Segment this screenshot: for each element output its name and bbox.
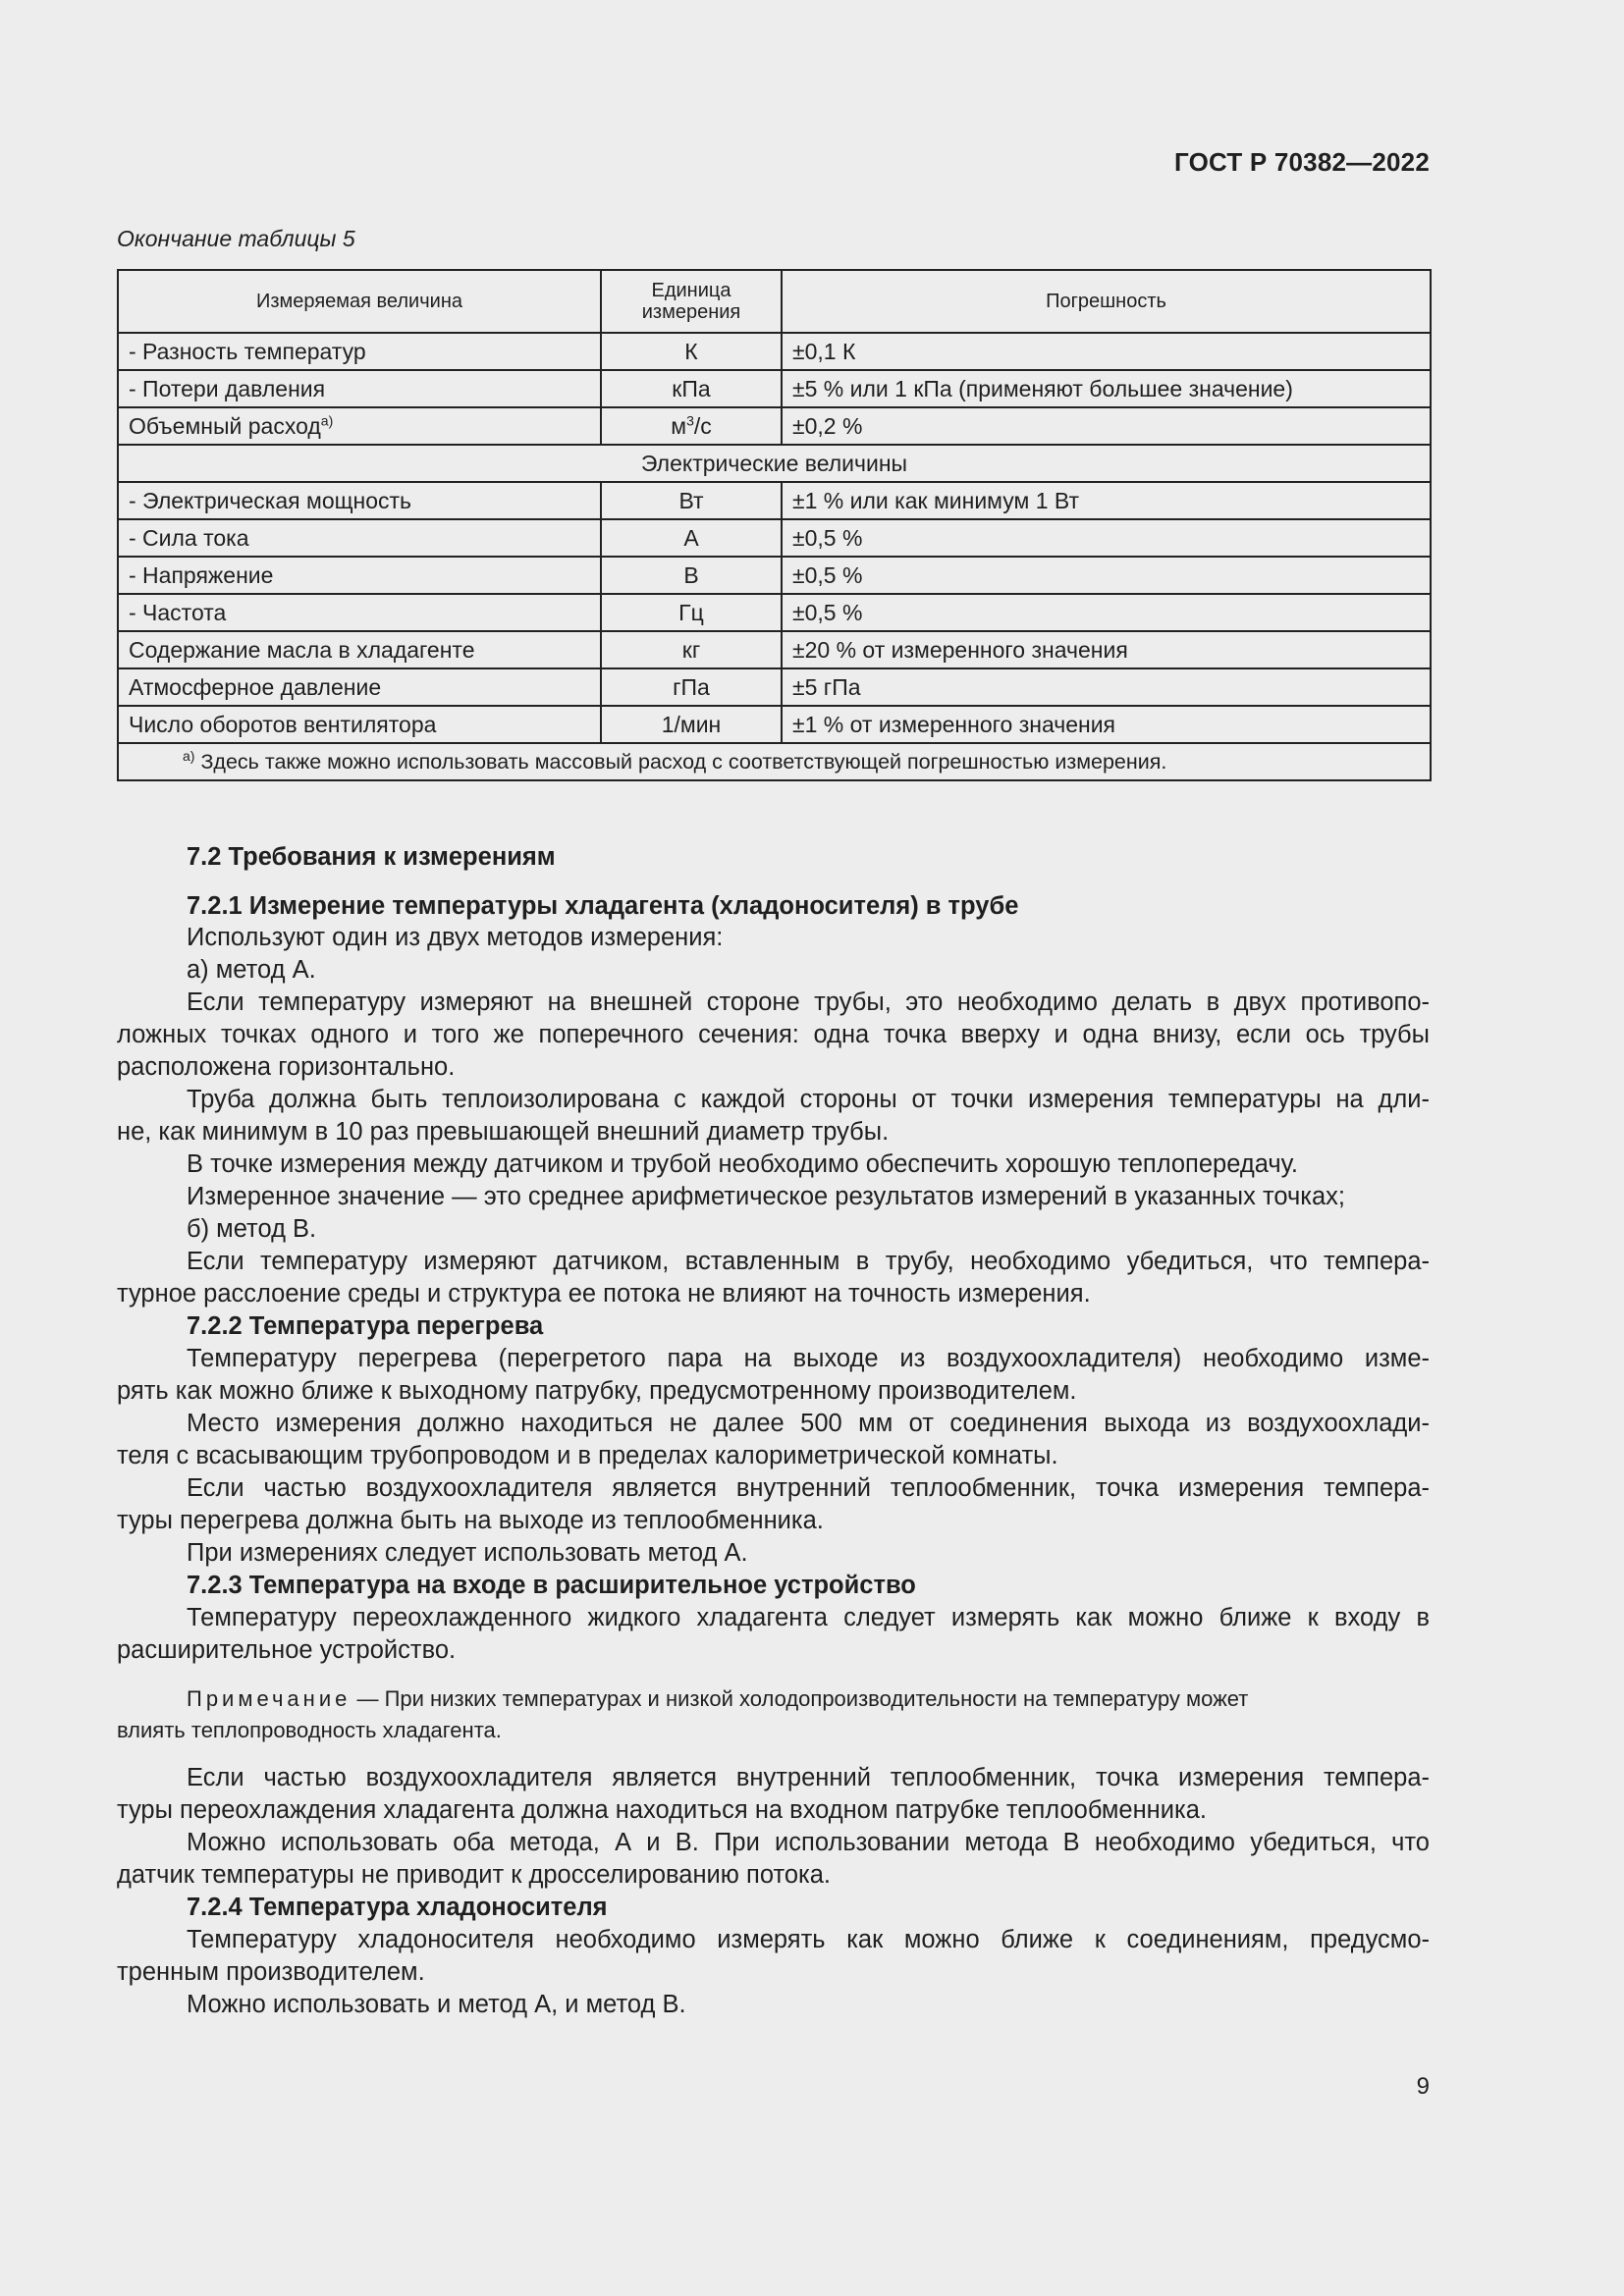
unit-cell: 1/мин xyxy=(601,706,782,743)
table-header-row xyxy=(118,270,1431,333)
quantity-cell: Число оборотов вентилятора xyxy=(118,706,601,743)
list-item: а) метод А. xyxy=(187,956,316,984)
quantity-cell: Атмосферное давление xyxy=(118,668,601,706)
page-number: 9 xyxy=(1416,2073,1430,2100)
paragraph-line: расширительное устройство. xyxy=(117,1636,457,1664)
unit-cell: К xyxy=(601,333,782,370)
paragraph-line: не, как минимум в 10 раз превышающей внешний диаметр трубы. xyxy=(117,1118,890,1146)
quantity-cell: - Электрическая мощность xyxy=(118,482,601,519)
accuracy-cell: ±5 гПа xyxy=(782,668,1431,706)
unit-cell: А xyxy=(601,519,782,557)
table-row xyxy=(118,482,1431,519)
quantity-cell: - Сила тока xyxy=(118,519,601,557)
paragraph: Используют один из двух методов измерения: xyxy=(187,924,724,951)
subsection-heading: 7.2.2 Температура перегрева xyxy=(187,1312,544,1340)
table-row xyxy=(118,519,1431,557)
paragraph: В точке измерения между датчиком и трубой необходимо обеспечить хорошую теплопередачу. xyxy=(187,1150,1298,1178)
subsection-heading: 7.2.3 Температура на входе в расширительное устройство xyxy=(187,1572,916,1599)
paragraph-line: ложных точках одного и того же поперечного сечения: одна точка вверху и одна внизу, если ось трубы xyxy=(117,1021,1430,1048)
quantity-cell: - Потери давления xyxy=(118,370,601,407)
table-row xyxy=(118,668,1431,706)
table-row xyxy=(118,631,1431,668)
table-row xyxy=(118,407,1431,445)
quantity-cell: - Частота xyxy=(118,594,601,631)
accuracy-cell: ±0,5 % xyxy=(782,519,1431,557)
paragraph-line: турное расслоение среды и структура ее потока не влияют на точность измерения. xyxy=(117,1280,1091,1308)
unit-cell: В xyxy=(601,557,782,594)
unit-cell: гПа xyxy=(601,668,782,706)
table-caption: Окончание таблицы 5 xyxy=(117,226,355,251)
paragraph-line: Место измерения должно находиться не далее 500 мм от соединения выхода из воздухоохлади- xyxy=(187,1410,1430,1437)
note-line: Примечание — При низких температурах и низкой холодопроизводительности на температуру может xyxy=(187,1686,1249,1711)
table-row xyxy=(118,594,1431,631)
table-section-row xyxy=(118,445,1431,482)
paragraph-line: Труба должна быть теплоизолирована с каждой стороны от точки измерения температуры на дли- xyxy=(187,1086,1430,1113)
quantity-cell: Объемный расход$^{a)}$ xyxy=(118,407,601,445)
unit-cell: кПа xyxy=(601,370,782,407)
subsection-heading: 7.2.1 Измерение температуры хладагента (хладоносителя) в трубе xyxy=(187,892,1019,920)
note-label: Примечание xyxy=(187,1686,352,1711)
section-label: Электрические величины xyxy=(118,445,1431,482)
paragraph-line: Если частью воздухоохладителя является внутренний теплообменник, точка измерения темпера- xyxy=(187,1474,1430,1502)
table-footnote: $^{a)}$ Здесь также можно использовать массовый расход с соответствующей погрешностью измерения. xyxy=(118,743,1431,780)
paragraph-line: Можно использовать оба метода, А и В. При использовании метода В необходимо убедиться, что xyxy=(187,1829,1430,1856)
paragraph-line: Если температуру измеряют на внешней стороне трубы, это необходимо делать в двух противопо- xyxy=(187,988,1430,1016)
table-row xyxy=(118,557,1431,594)
table-row xyxy=(118,333,1431,370)
accuracy-cell: ±1 % или как минимум 1 Вт xyxy=(782,482,1431,519)
note-line: влиять теплопроводность хладагента. xyxy=(117,1718,502,1742)
paragraph-line: туры переохлаждения хладагента должна находиться на входном патрубке теплообменника. xyxy=(117,1796,1207,1824)
unit-cell: Гц xyxy=(601,594,782,631)
column-header: Единица измерения xyxy=(601,270,782,333)
quantity-cell: - Напряжение xyxy=(118,557,601,594)
standard-header: ГОСТ Р 70382—2022 xyxy=(1174,147,1430,177)
paragraph-line: Температуру хладоносителя необходимо измерять как можно ближе к соединениям, предусмо- xyxy=(187,1926,1430,1953)
accuracy-cell: ±20 % от измеренного значения xyxy=(782,631,1431,668)
table-footnote-row xyxy=(118,743,1431,780)
accuracy-cell: ±0,5 % xyxy=(782,594,1431,631)
list-item: б) метод В. xyxy=(187,1215,317,1243)
paragraph-line: Температуру переохлажденного жидкого хладагента следует измерять как можно ближе к входу в xyxy=(187,1604,1430,1631)
paragraph: При измерениях следует использовать метод А. xyxy=(187,1539,748,1567)
accuracy-cell: ±0,5 % xyxy=(782,557,1431,594)
paragraph-line: датчик температуры не приводит к дросселированию потока. xyxy=(117,1861,831,1889)
paragraph-line: тренным производителем. xyxy=(117,1958,425,1986)
accuracy-cell: ±1 % от измеренного значения xyxy=(782,706,1431,743)
accuracy-cell: ±0,1 К xyxy=(782,333,1431,370)
paragraph-line: туры перегрева должна быть на выходе из теплообменника. xyxy=(117,1507,824,1534)
paragraph-line: теля с всасывающим трубопроводом и в пределах калориметрической комнаты. xyxy=(117,1442,1058,1469)
accuracy-cell: ±0,2 % xyxy=(782,407,1431,445)
subsection-heading: 7.2.4 Температура хладоносителя xyxy=(187,1894,608,1921)
paragraph-line: рять как можно ближе к выходному патрубку, предусмотренному производителем. xyxy=(117,1377,1077,1405)
footnote-ref: a) xyxy=(320,412,334,429)
table-row xyxy=(118,370,1431,407)
section-heading: 7.2 Требования к измерениям xyxy=(187,843,556,871)
paragraph-line: Температуру перегрева (перегретого пара на выходе из воздухоохладителя) необходимо изме- xyxy=(187,1345,1430,1372)
paragraph: Измеренное значение — это среднее арифметическое результатов измерений в указанных точках; xyxy=(187,1183,1345,1210)
quantity-cell: Содержание масла в хладагенте xyxy=(118,631,601,668)
quantity-cell: - Разность температур xyxy=(118,333,601,370)
paragraph-line: расположена горизонтально. xyxy=(117,1053,456,1081)
column-header: Погрешность xyxy=(782,270,1431,333)
measurement-table xyxy=(117,269,1432,781)
column-header: Измеряемая величина xyxy=(118,270,601,333)
unit-cell: кг xyxy=(601,631,782,668)
paragraph-line: Если частью воздухоохладителя является внутренний теплообменник, точка измерения темпера- xyxy=(187,1764,1430,1791)
paragraph: Можно использовать и метод А, и метод В. xyxy=(187,1991,686,2018)
paragraph-line: Если температуру измеряют датчиком, вставленным в трубу, необходимо убедиться, что темпера- xyxy=(187,1248,1430,1275)
unit-cell: $м^3/с$ xyxy=(601,407,782,445)
table-row xyxy=(118,706,1431,743)
accuracy-cell: ±5 % или 1 кПа (применяют большее значение) xyxy=(782,370,1431,407)
unit-cell: Вт xyxy=(601,482,782,519)
